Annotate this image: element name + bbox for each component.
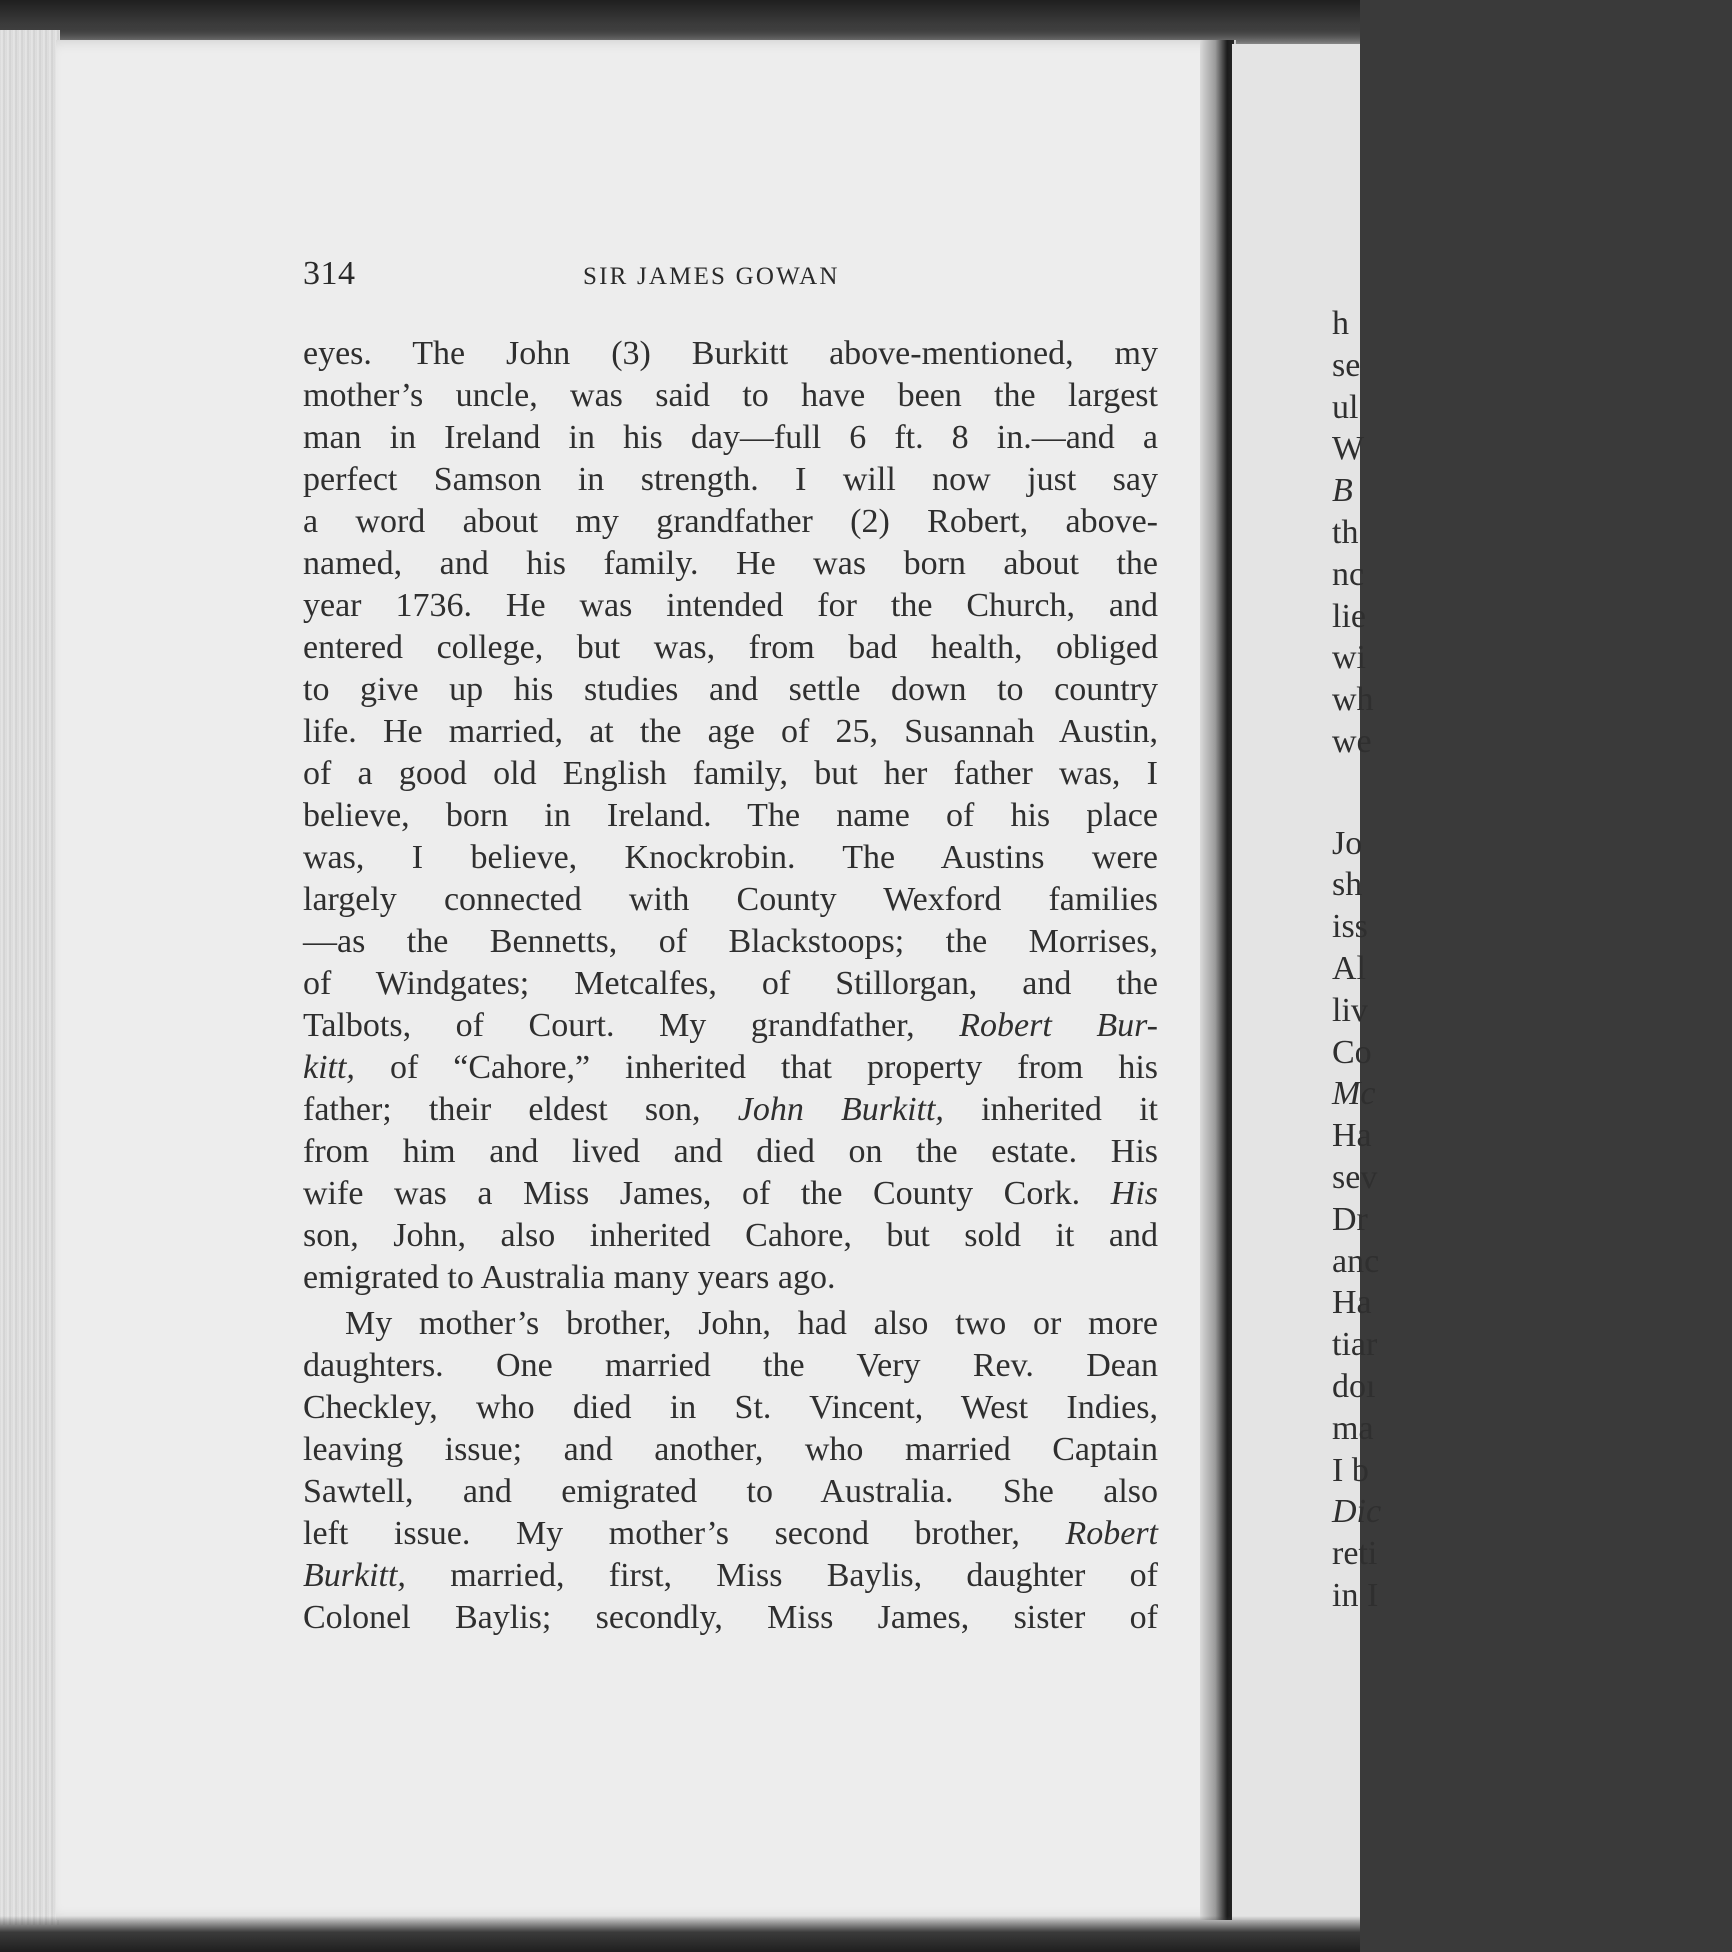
- text-fragment: My mother’s brother, John, had also two or more: [345, 1305, 1158, 1342]
- italic-fragment: John Burkitt,: [737, 1091, 944, 1128]
- facing-page-fragment: I b: [1332, 1451, 1369, 1489]
- text-line: [303, 1597, 1158, 1639]
- text-line: [303, 837, 1158, 879]
- facing-page-fragment: ma: [1332, 1409, 1374, 1447]
- text-line: [303, 1555, 1158, 1597]
- running-head: [303, 255, 1160, 299]
- text-line: [303, 1429, 1158, 1471]
- text-line: [303, 1005, 1158, 1047]
- text-line: [303, 459, 1158, 501]
- text-fragment: Checkley, who died in St. Vincent, West Indies,: [303, 1389, 1158, 1426]
- facing-page-fragment: Al: [1332, 950, 1366, 987]
- text-line: [303, 669, 1158, 711]
- facing-page-fragment: doı: [1332, 1368, 1376, 1405]
- text-fragment: eyes. The John (3) Burkitt above-mentioned, my: [303, 335, 1158, 372]
- text-fragment: wife was a Miss James, of the County Cork.: [303, 1175, 1111, 1212]
- text-fragment: Colonel Baylis; secondly, Miss James, sister of: [303, 1599, 1158, 1636]
- text-line: [303, 501, 1158, 543]
- text-fragment: from him and lived and died on the estate. His: [303, 1133, 1158, 1170]
- facing-page-fragment: iss: [1332, 908, 1368, 946]
- text-line: [303, 1047, 1158, 1089]
- facing-page-fragment: liv: [1332, 991, 1368, 1029]
- text-line: [303, 963, 1158, 1005]
- text-fragment: father; their eldest son,: [303, 1091, 738, 1128]
- text-fragment: mother’s uncle, was said to have been the largest: [303, 377, 1158, 414]
- text-line: [303, 879, 1158, 921]
- paragraph: [303, 333, 1158, 1299]
- facing-page-fragment: Ha: [1332, 1117, 1372, 1155]
- facing-page-fragment: we: [1332, 723, 1372, 760]
- italic-fragment: His: [1110, 1175, 1158, 1212]
- text-line: [303, 1513, 1158, 1555]
- text-line: [303, 921, 1158, 963]
- text-line: [303, 333, 1158, 375]
- facing-page: [1232, 44, 1382, 1920]
- text-fragment: named, and his family. He was born about the: [303, 545, 1158, 582]
- text-line: [303, 753, 1158, 795]
- text-fragment: —as the Bennetts, of Blackstoops; the Morrises,: [303, 923, 1158, 960]
- facing-page-fragment: Mc: [1332, 1075, 1376, 1113]
- italic-fragment: Robert Bur-: [959, 1007, 1158, 1044]
- book-gutter: [1200, 40, 1234, 1920]
- text-line: [303, 417, 1158, 459]
- text-fragment: of Windgates; Metcalfes, of Stillorgan, and the: [303, 965, 1158, 1002]
- text-fragment: married, first, Miss Baylis, daughter of: [405, 1557, 1158, 1594]
- facing-page-fragment: in I: [1332, 1577, 1379, 1614]
- text-fragment: Sawtell, and emigrated to Australia. She also: [303, 1473, 1158, 1510]
- text-fragment: believe, born in Ireland. The name of his place: [303, 797, 1158, 834]
- facing-page-fragment: B: [1332, 472, 1353, 510]
- text-line: [303, 375, 1158, 417]
- facing-page-fragment: Ha: [1332, 1284, 1372, 1322]
- facing-page-fragment: h: [1332, 305, 1349, 342]
- text-fragment: was, I believe, Knockrobin. The Austins were: [303, 839, 1158, 876]
- text-fragment: leaving issue; and another, who married Captain: [303, 1431, 1158, 1468]
- text-line: [303, 1387, 1158, 1429]
- body-text: [303, 333, 1158, 1639]
- text-fragment: man in Ireland in his day—full 6 ft. 8 in.—and a: [303, 419, 1158, 456]
- facing-page-fragment: Dic: [1332, 1493, 1382, 1531]
- italic-fragment: Burkitt,: [303, 1557, 406, 1594]
- text-fragment: Talbots, of Court. My grandfather,: [303, 1007, 960, 1044]
- text-fragment: perfect Samson in strength. I will now just say: [303, 461, 1158, 498]
- facing-page-fragment: wh: [1332, 681, 1374, 719]
- text-fragment: left issue. My mother’s second brother,: [303, 1515, 1066, 1552]
- text-fragment: entered college, but was, from bad health, obliged: [303, 629, 1158, 666]
- facing-page-fragment: wi: [1332, 639, 1366, 677]
- facing-page-fragment: reti: [1332, 1535, 1378, 1573]
- text-line: [303, 627, 1158, 669]
- facing-page-fragment: lie: [1332, 597, 1366, 635]
- page-edges: [0, 30, 60, 1925]
- paragraph: [303, 1303, 1158, 1639]
- facing-page-fragment: tiar: [1332, 1326, 1378, 1364]
- facing-page-fragment: Jo: [1332, 824, 1363, 862]
- text-line: [303, 585, 1158, 627]
- italic-fragment: Robert: [1065, 1515, 1158, 1552]
- italic-fragment: kitt,: [303, 1049, 355, 1086]
- text-line: [303, 795, 1158, 837]
- running-head-title: SIR JAMES GOWAN: [583, 263, 840, 290]
- text-fragment: year 1736. He was intended for the Church, and: [303, 587, 1158, 624]
- text-line: [303, 1303, 1158, 1345]
- text-line: [303, 711, 1158, 753]
- text-line: [303, 1215, 1158, 1257]
- text-fragment: of “Cahore,” inherited that property from his: [354, 1049, 1158, 1086]
- text-fragment: son, John, also inherited Cahore, but sold it and: [303, 1217, 1158, 1254]
- facing-page-fragment: sh: [1332, 866, 1363, 904]
- text-line: [303, 1131, 1158, 1173]
- facing-page-fragment: se: [1332, 346, 1361, 384]
- facing-page-fragment: Co: [1332, 1033, 1372, 1071]
- text-fragment: to give up his studies and settle down to country: [303, 671, 1158, 708]
- text-fragment: life. He married, at the age of 25, Susannah Austin,: [303, 713, 1158, 750]
- facing-page-fragment: sev: [1332, 1159, 1378, 1196]
- text-line: [303, 543, 1158, 585]
- text-fragment: emigrated to Australia many years ago.: [303, 1259, 836, 1296]
- text-fragment: inherited it: [943, 1091, 1158, 1128]
- text-line: [303, 1471, 1158, 1513]
- facing-page-fragment: nc: [1332, 555, 1365, 593]
- facing-page-fragment: ul: [1332, 388, 1359, 426]
- facing-page-fragment: anc: [1332, 1242, 1380, 1280]
- facing-page-fragment: th: [1332, 514, 1359, 551]
- text-fragment: a word about my grandfather (2) Robert, above-: [303, 503, 1158, 540]
- text-line: [303, 1345, 1158, 1387]
- scan-bottom-shadow: [0, 1916, 1360, 1952]
- facing-page-fragment: W: [1332, 430, 1365, 468]
- page-number: 314: [303, 255, 356, 292]
- text-fragment: daughters. One married the Very Rev. Dean: [303, 1347, 1158, 1384]
- text-line: [303, 1173, 1158, 1215]
- text-line: [303, 1257, 1158, 1299]
- facing-page-fragment: Dr: [1332, 1200, 1368, 1238]
- text-fragment: largely connected with County Wexford families: [303, 881, 1158, 918]
- text-fragment: of a good old English family, but her father was, I: [303, 755, 1158, 792]
- text-line: [303, 1089, 1158, 1131]
